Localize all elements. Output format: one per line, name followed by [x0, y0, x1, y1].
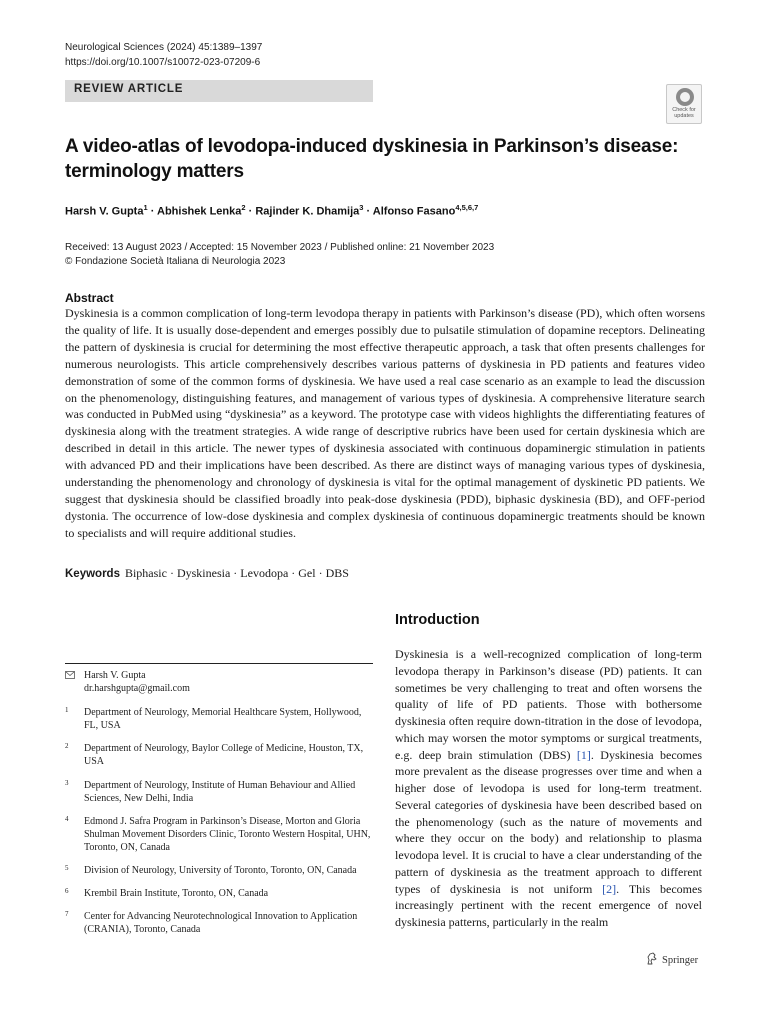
affiliation-number: 1: [65, 706, 69, 715]
check-for-updates-badge[interactable]: [666, 84, 702, 124]
journal-header: [65, 40, 262, 70]
author-name[interactable]: Alfonso Fasano: [372, 205, 456, 218]
affiliation-number: 4: [65, 814, 69, 823]
author-affiliation-mark: 3: [359, 203, 364, 212]
affiliation-number: 7: [65, 910, 69, 919]
affiliation-text: Department of Neurology, Memorial Healthcare System, Hollywood, FL, USA: [84, 707, 362, 732]
envelope-icon: [65, 671, 75, 682]
check-for-updates-icon: [676, 88, 694, 106]
article-title: A video-atlas of levodopa-induced dyskinesia in Parkinson’s disease: terminology matters: [65, 136, 679, 182]
citation-link[interactable]: [2]: [602, 881, 617, 896]
author-name[interactable]: Abhishek Lenka: [157, 205, 242, 218]
author-name[interactable]: Rajinder K. Dhamija: [255, 205, 360, 218]
affiliation-item: [65, 887, 373, 900]
affiliation-footnotes: [65, 669, 373, 946]
abstract-text: Dyskinesia is a common complication of long-term levodopa therapy in patients with Parkinson’s disease (PD), which often worsens the quality of life. It is usually dose-dependent and emerges possibly due to pulsatile stimulation of dopamine receptors. Delineating the pattern of dyskinesia is crucial for determining the most effective therapeutic approach, a task that often presents challenges for numerous neurologists. This article comprehensively describes various patterns of dyskinesia in PD patients and features video demonstration of some of the common forms of dyskinesia. We have used a real case scenario as an example to lead the discussion on the phenomenology, distinguishing features, and management of various types of dyskinesia. A comprehensive literature search was conducted in PubMed using “dyskinesia” as a keyword. The prototype case with videos highlights the differentiating features of dyskinesia along with the treatment strategies. A wide range of descriptive rubrics have been used for certain dyskinesia which are described in detail in this article. The newer types of dyskinesia associated with continuous dopaminergic stimulation in patients with advanced PD and their implications have been described. As there are distinct ways of managing various types of dyskinesia, understanding the phenomenology and chronology of dyskinesia is vital for the optimal management of dyskinetic PD patients. We suggest that dyskinesia should be classified broadly into peak-dose dyskinesia (PDD), biphasic dyskinesia (BD), and OFF-period dystonia. The occurrence of low-dose dyskinesia and complex dyskinesia of continuous dopaminergic treatments should be known to specialists and will require additional studies.: [65, 306, 705, 540]
keywords-line: [65, 566, 349, 581]
copyright-line: © Fondazione Società Italiana di Neurologia 2023: [65, 256, 286, 267]
journal-citation: Neurological Sciences (2024) 45:1389–1397: [65, 42, 263, 53]
author-list: [65, 203, 478, 218]
footnote-divider: [65, 663, 373, 664]
affiliation-number: 6: [65, 887, 69, 896]
keywords-heading: Keywords: [65, 568, 120, 580]
doi-link[interactable]: https://doi.org/10.1007/s10072-023-07209-6: [65, 57, 261, 68]
keywords-list: Biphasic · Dyskinesia · Levodopa · Gel · DBS: [124, 566, 349, 580]
affiliation-text: Department of Neurology, Baylor College of Medicine, Houston, TX, USA: [84, 743, 364, 768]
affiliation-item: [65, 815, 373, 854]
publisher-logo: [645, 952, 698, 968]
author-affiliation-mark: 4,5,6,7: [455, 203, 479, 212]
corresponding-author-email[interactable]: dr.harshgupta@gmail.com: [84, 683, 190, 695]
article-type-label: REVIEW ARTICLE: [74, 83, 184, 95]
introduction-heading: Introduction: [395, 612, 480, 628]
affiliation-item: [65, 742, 373, 768]
affiliation-text: Department of Neurology, Institute of Human Behaviour and Allied Sciences, New Delhi, India: [84, 779, 356, 804]
affiliation-number: 2: [65, 742, 69, 751]
corresponding-author: [65, 669, 373, 695]
affiliation-text: Krembil Brain Institute, Toronto, ON, Canada: [84, 888, 269, 900]
author-separator: ·: [150, 205, 157, 218]
author-affiliation-mark: 1: [143, 203, 148, 212]
affiliation-item: [65, 706, 373, 732]
author-separator: ·: [366, 205, 373, 218]
citation-link[interactable]: [1]: [576, 747, 591, 762]
check-for-updates-label: Check for updates: [672, 107, 696, 119]
article-type-banner: [65, 80, 373, 102]
affiliation-number: 5: [65, 864, 69, 873]
author-separator: ·: [248, 205, 256, 218]
affiliation-item: [65, 779, 373, 805]
publication-dates: Received: 13 August 2023 / Accepted: 15 November 2023 / Published online: 21 November 2023: [65, 242, 495, 253]
abstract-heading: Abstract: [65, 291, 114, 305]
publication-history: [65, 241, 494, 269]
affiliation-text: Edmond J. Safra Program in Parkinson’s Disease, Morton and Gloria Shulman Movement Disorders Clinic, Toronto Western Hospital, UHN, Toronto, ON, Canada: [84, 815, 371, 853]
introduction-text: Dyskinesia is a well-recognized complication of long-term levodopa therapy in Parkinson’s disease (PD) patients. It can sometimes be very challenging to treat and often worsens the quality of life of PD patients. Those with bothersome dyskinesia often require down-titration in the dose of levodopa, which may worsen the motor symptoms or surgical treatments, e.g. deep brain stimulation (DBS) [1]. Dyskinesia becomes more prevalent as the disease progresses over time and when a higher dose of levodopa is used for long-term treatment. Several categories of dyskinesia have been described based on the phenomenology (such as the nature of movements and where they occur on the body) and relationship to plasma levodopa level. It is crucial to have a clear understanding of the pattern of dyskinesia as the treatment approach to different types of dyskinesia is not uniform [2]. This becomes increasingly pertinent with the recent emergence of novel dyskinesia patterns, particularly in the realm: [395, 647, 702, 929]
publisher-name: Springer: [662, 954, 699, 966]
springer-horse-icon: [645, 952, 658, 968]
author-name[interactable]: Harsh V. Gupta: [65, 205, 144, 218]
affiliation-item: [65, 864, 373, 877]
affiliation-text: Division of Neurology, University of Toronto, Toronto, ON, Canada: [84, 865, 357, 877]
affiliation-text: Center for Advancing Neurotechnological Innovation to Application (CRANIA), Toronto, Canada: [84, 911, 358, 936]
author-affiliation-mark: 2: [241, 203, 246, 212]
affiliation-number: 3: [65, 778, 69, 787]
affiliation-item: [65, 910, 373, 936]
corresponding-author-name: Harsh V. Gupta: [84, 670, 146, 681]
